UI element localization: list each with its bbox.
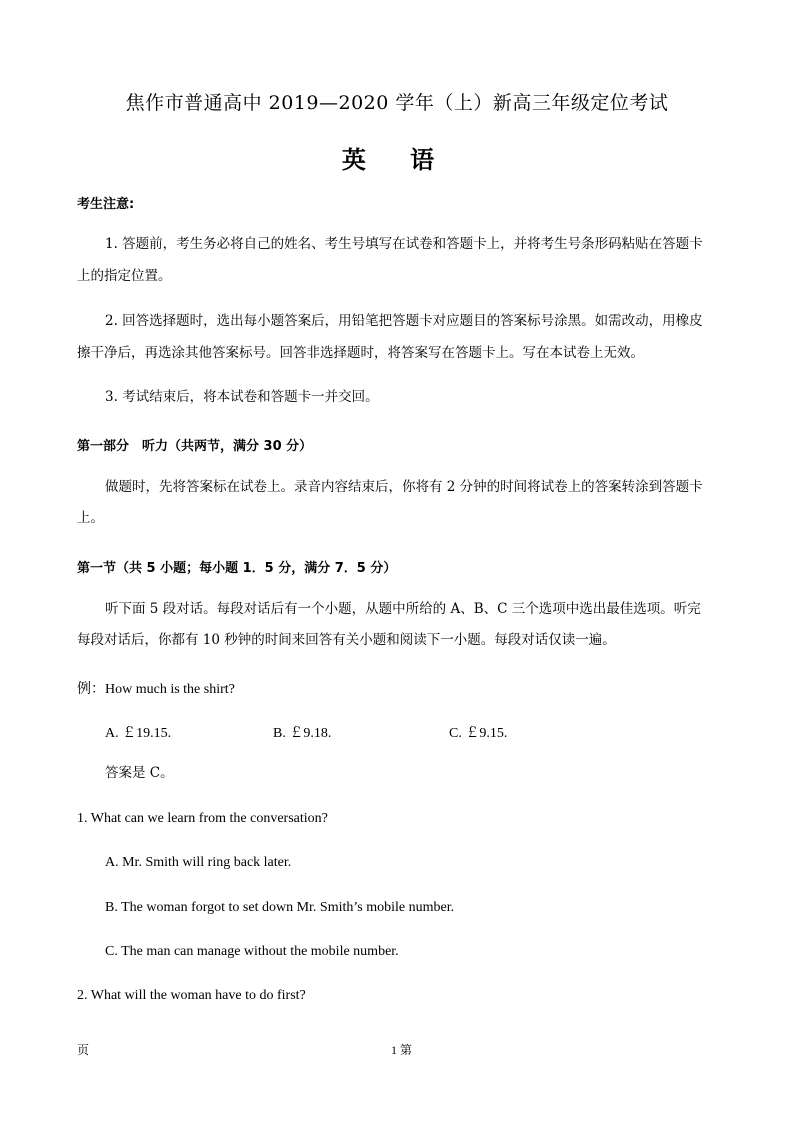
footer-left: 页 [77, 1043, 90, 1057]
part1-intro-line-2: 上。 [77, 510, 104, 526]
notice-item-1-line-2: 上的指定位置。 [77, 268, 172, 284]
notice-item-2-line-2: 擦干净后，再选涂其他答案标号。回答非选择题时，将答案写在答题卡上。写在本试卷上无效。 [77, 345, 644, 361]
example-question: 例：How much is the shirt? [77, 682, 235, 697]
section1-intro-line-1: 听下面 5 段对话。每段对话后有一个小题，从题中所给的 A、B、C 三个选项中选出最佳选项。听完 [105, 601, 701, 617]
question-1-option-c: C. The man can manage without the mobile number. [105, 944, 399, 959]
exam-title: 焦作市普通高中 2019—2020 学年（上）新高三年级定位考试 [125, 92, 669, 114]
question-1-stem: 1. What can we learn from the conversation? [77, 811, 328, 826]
section1-intro-line-2: 每段对话后，你都有 10 秒钟的时间来回答有关小题和阅读下一小题。每段对话仅读一遍。 [77, 632, 616, 648]
section1-heading: 第一节（共 5 小题；每小题 1．5 分，满分 7．5 分） [77, 561, 397, 576]
part1-heading: 第一部分 听力（共两节，满分 30 分） [77, 439, 313, 454]
example-answer: 答案是 C。 [105, 765, 174, 781]
part1-intro-line-1: 做题时，先将答案标在试卷上。录音内容结束后，你将有 2 分钟的时间将试卷上的答案转涂到答题卡 [105, 479, 703, 495]
example-option-b: B. ￡9.18. [273, 726, 332, 741]
footer-page-number: 1 第 [391, 1043, 413, 1057]
question-2-stem: 2. What will the woman have to do first? [77, 988, 306, 1003]
example-option-a: A. ￡19.15. [105, 726, 172, 741]
question-1-option-a: A. Mr. Smith will ring back later. [105, 855, 292, 870]
example-option-c: C. ￡9.15. [449, 726, 508, 741]
notice-item-3: 3. 考试结束后，将本试卷和答题卡一并交回。 [105, 389, 379, 405]
notice-item-2-line-1: 2. 回答选择题时，选出每小题答案后，用铅笔把答题卡对应题目的答案标号涂黑。如需改动，用橡皮 [105, 313, 703, 329]
notice-heading: 考生注意: [77, 197, 135, 212]
question-1-option-b: B. The woman forgot to set down Mr. Smith’s mobile number. [105, 900, 455, 915]
subject-title: 英 语 [341, 146, 453, 174]
notice-item-1-line-1: 1. 答题前，考生务必将自己的姓名、考生号填写在试卷和答题卡上，并将考生号条形码粘贴在答题卡 [105, 236, 703, 252]
